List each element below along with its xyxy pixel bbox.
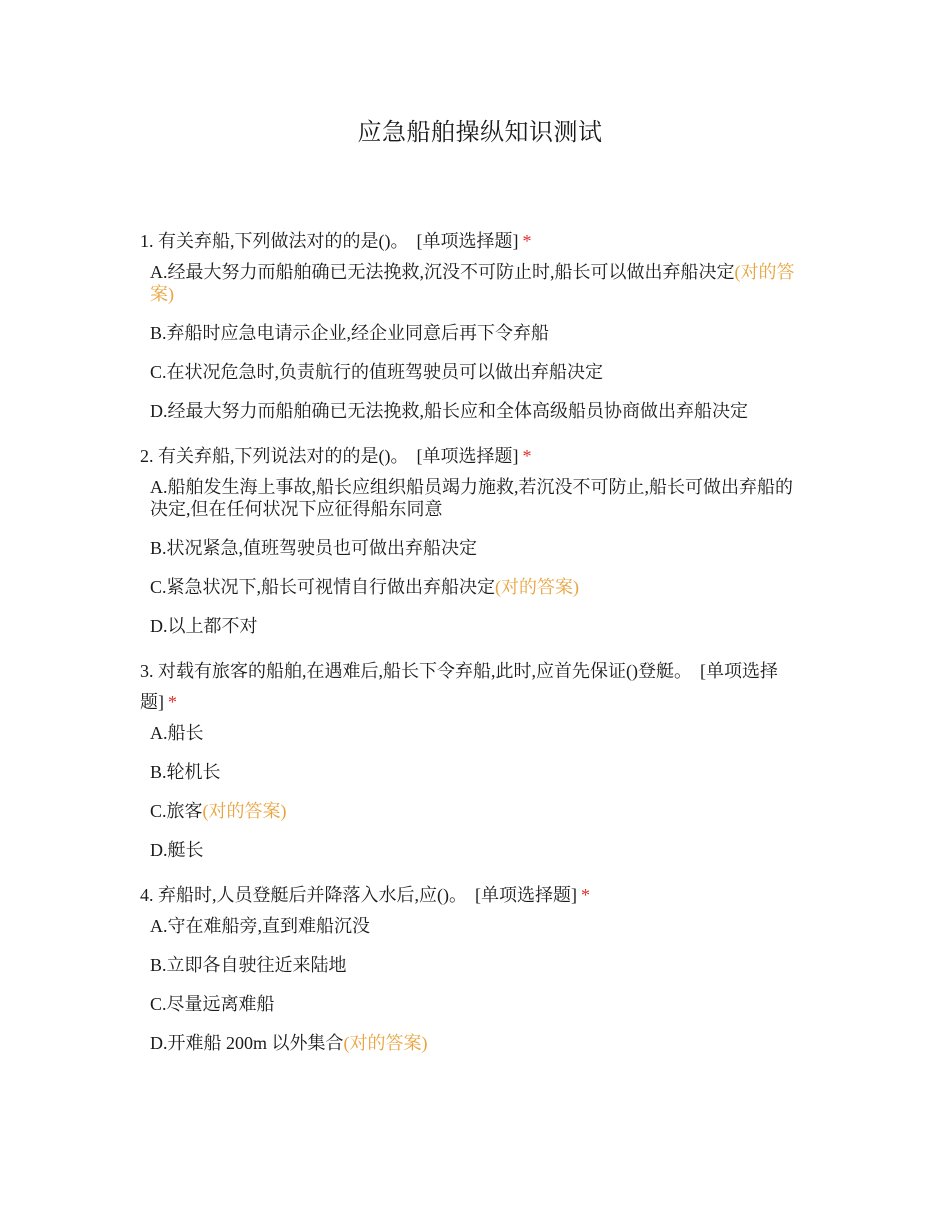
option-b — [140, 954, 805, 976]
required-mark: * — [581, 885, 590, 905]
option-text: D.以上都不对 — [150, 616, 258, 636]
option-text: A.船舶发生海上事故,船长应组织船员竭力施救,若沉没不可防止,船长可做出弃船的决定,但在任何状况下应征得船东同意 — [150, 477, 793, 519]
question-1 — [140, 226, 805, 422]
option-text: D.艇长 — [150, 840, 204, 860]
question-type: [单项选择题] — [140, 661, 778, 712]
question-text: 2. 有关弃船,下列说法对的的是()。 — [140, 446, 409, 466]
option-text: D.经最大努力而船舶确已无法挽救,船长应和全体高级船员协商做出弃船决定 — [150, 401, 748, 421]
option-d — [140, 615, 805, 637]
question-2 — [140, 441, 805, 637]
option-b — [140, 537, 805, 559]
option-text: A.经最大努力而船舶确已无法挽救,沉没不可防止时,船长可以做出弃船决定 — [150, 262, 735, 282]
option-a — [140, 261, 805, 305]
correct-answer-label: (对的答案) — [343, 1033, 428, 1053]
option-text: C.紧急状况下,船长可视情自行做出弃船决定 — [150, 577, 496, 597]
option-a — [140, 476, 805, 520]
option-b — [140, 322, 805, 344]
question-3 — [140, 656, 805, 861]
question-4 — [140, 880, 805, 1054]
option-d — [140, 1032, 805, 1054]
question-stem — [140, 880, 805, 911]
option-c — [140, 361, 805, 383]
required-mark: * — [168, 692, 177, 712]
option-text: A.守在难船旁,直到难船沉没 — [150, 916, 370, 936]
option-b — [140, 761, 805, 783]
option-text: C.旅客 — [150, 801, 203, 821]
option-text: B.轮机长 — [150, 762, 221, 782]
option-a — [140, 915, 805, 937]
option-text: B.状况紧急,值班驾驶员也可做出弃船决定 — [150, 538, 478, 558]
correct-answer-label: (对的答案) — [150, 262, 795, 304]
option-text: C.尽量远离难船 — [150, 994, 275, 1014]
question-stem — [140, 441, 805, 472]
question-text: 4. 弃船时,人员登艇后并降落入水后,应()。 — [140, 885, 467, 905]
option-text: C.在状况危急时,负责航行的值班驾驶员可以做出弃船决定 — [150, 362, 604, 382]
correct-answer-label: (对的答案) — [495, 577, 580, 597]
option-a — [140, 722, 805, 744]
option-c — [140, 800, 805, 822]
question-list — [140, 226, 805, 1073]
question-stem — [140, 226, 805, 257]
option-c — [140, 993, 805, 1015]
question-type: [单项选择题] — [416, 231, 519, 251]
option-d — [140, 400, 805, 422]
option-text: A.船长 — [150, 723, 204, 743]
option-text: B.弃船时应急电请示企业,经企业同意后再下令弃船 — [150, 323, 550, 343]
required-mark: * — [522, 446, 532, 466]
option-text: B.立即各自驶往近来陆地 — [150, 955, 347, 975]
page-title: 应急船舶操纵知识测试 — [357, 120, 603, 146]
required-mark: * — [522, 231, 532, 251]
question-text: 1. 有关弃船,下列做法对的的是()。 — [140, 231, 409, 251]
question-type: [单项选择题] — [416, 446, 519, 466]
correct-answer-label: (对的答案) — [202, 801, 287, 821]
option-d — [140, 839, 805, 861]
question-text: 3. 对载有旅客的船舶,在遇难后,船长下令弃船,此时,应首先保证()登艇。 — [140, 661, 692, 681]
question-type: [单项选择题] — [475, 885, 577, 905]
question-stem — [140, 656, 805, 718]
option-c — [140, 576, 805, 598]
option-text: D.开难船 200m 以外集合 — [150, 1033, 344, 1053]
